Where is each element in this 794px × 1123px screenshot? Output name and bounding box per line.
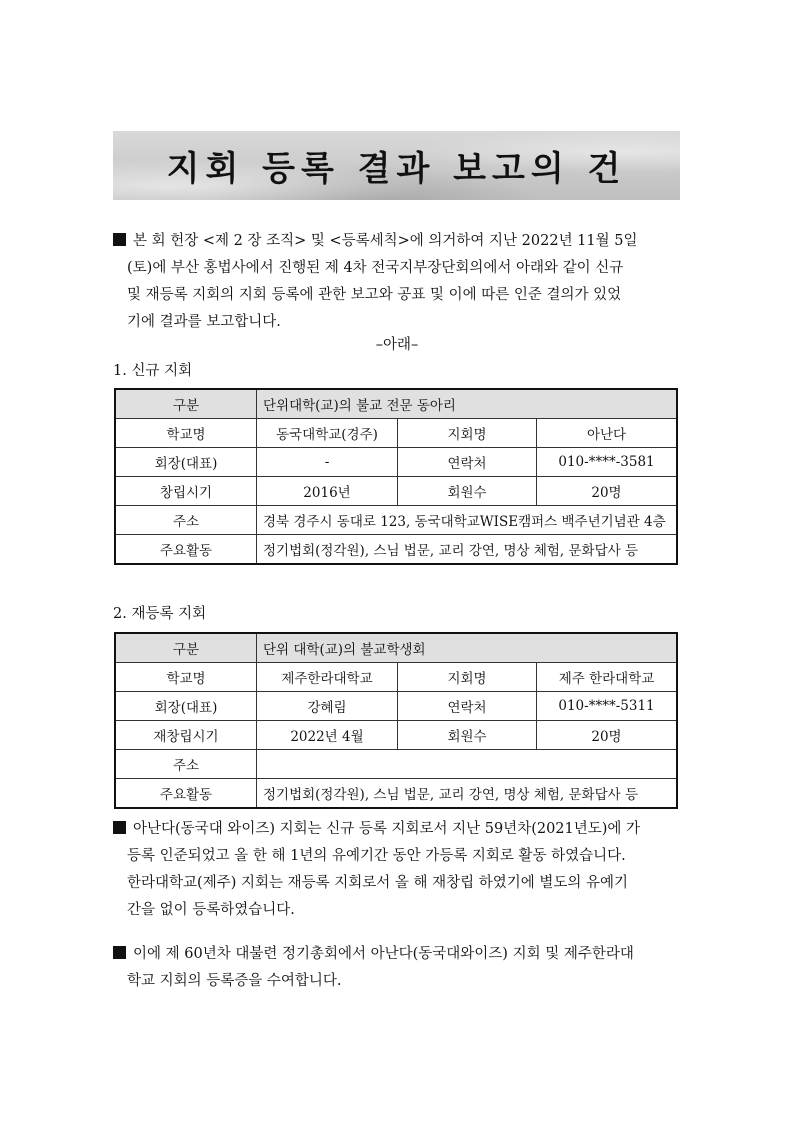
note2-line: 이에 제 60년차 대불련 정기총회에서 아난다(동국대와이즈) 지회 및 제주한라대 bbox=[113, 941, 681, 968]
founded-label: 재창립시기 bbox=[115, 721, 257, 750]
members-value: 20명 bbox=[537, 721, 678, 750]
new-branch-table bbox=[114, 388, 678, 565]
branch-value: 제주 한라대학교 bbox=[537, 663, 678, 692]
section1-title: 1. 신규 지회 bbox=[113, 363, 193, 379]
table-row bbox=[115, 389, 677, 419]
contact-value: 010-****-3581 bbox=[537, 448, 678, 477]
branch-label: 지회명 bbox=[398, 663, 537, 692]
note1-line: 간을 없이 등록하였습니다. bbox=[127, 902, 295, 918]
table-row bbox=[115, 750, 677, 779]
table-row bbox=[115, 692, 677, 721]
contact-label: 연락처 bbox=[398, 692, 537, 721]
intro-line: 기에 결과를 보고합니다. bbox=[127, 314, 281, 330]
header-label: 구분 bbox=[115, 633, 257, 663]
members-label: 회원수 bbox=[398, 721, 537, 750]
address-value bbox=[257, 750, 678, 779]
activity-label: 주요활동 bbox=[115, 779, 257, 809]
contact-label: 연락처 bbox=[398, 448, 537, 477]
table-row bbox=[115, 779, 677, 809]
activity-value: 정기법회(정각원), 스님 법문, 교리 강연, 명상 체험, 문화답사 등 bbox=[257, 779, 678, 809]
header-value: 단위대학(교)의 불교 전문 동아리 bbox=[257, 389, 678, 419]
branch-label: 지회명 bbox=[398, 419, 537, 448]
title-banner bbox=[113, 131, 680, 200]
table-row bbox=[115, 633, 677, 663]
members-value: 20명 bbox=[537, 477, 678, 506]
note2-line: 학교 지회의 등록증을 수여합니다. bbox=[127, 973, 342, 989]
note2-paragraph bbox=[113, 941, 681, 995]
table-row bbox=[115, 448, 677, 477]
note1-line: 등록 인준되었고 올 한 해 1년의 유예기간 동안 가등록 지회로 활동 하였습니다. bbox=[127, 848, 626, 864]
founded-value: 2022년 4월 bbox=[257, 721, 398, 750]
leader-label: 회장(대표) bbox=[115, 448, 257, 477]
branch-value: 아난다 bbox=[537, 419, 678, 448]
note1-line: 한라대학교(제주) 지회는 재등록 지회로서 올 해 재창립 하였기에 별도의 유예기 bbox=[127, 875, 629, 891]
note1-line: 아난다(동국대 와이즈) 지회는 신규 등록 지회로서 지난 59년차(2021년도)에 가 bbox=[113, 816, 681, 843]
activity-value: 정기법회(정각원), 스님 법문, 교리 강연, 명상 체험, 문화답사 등 bbox=[257, 535, 678, 565]
header-value: 단위 대학(교)의 불교학생회 bbox=[257, 633, 678, 663]
square-bullet-icon bbox=[113, 233, 126, 246]
square-bullet-icon bbox=[113, 821, 126, 834]
founded-value: 2016년 bbox=[257, 477, 398, 506]
leader-value: 강혜림 bbox=[257, 692, 398, 721]
address-value: 경북 경주시 동대로 123, 동국대학교WISE캠퍼스 백주년기념관 4층 bbox=[257, 506, 678, 535]
members-label: 회원수 bbox=[398, 477, 537, 506]
table-row bbox=[115, 419, 677, 448]
header-label: 구분 bbox=[115, 389, 257, 419]
square-bullet-icon bbox=[113, 946, 126, 959]
table-row bbox=[115, 477, 677, 506]
address-label: 주소 bbox=[115, 506, 257, 535]
intro-line: (토)에 부산 홍법사에서 진행된 제 4차 전국지부장단회의에서 아래와 같이 신규 bbox=[127, 260, 624, 276]
table-row bbox=[115, 506, 677, 535]
leader-value: - bbox=[257, 448, 398, 477]
page-title: 지회 등록 결과 보고의 건 bbox=[166, 149, 627, 189]
school-value: 동국대학교(경주) bbox=[257, 419, 398, 448]
reregistered-branch-table bbox=[114, 632, 678, 809]
activity-label: 주요활동 bbox=[115, 535, 257, 565]
school-value: 제주한라대학교 bbox=[257, 663, 398, 692]
intro-paragraph bbox=[113, 228, 681, 336]
school-label: 학교명 bbox=[115, 419, 257, 448]
table-row bbox=[115, 535, 677, 565]
section2-title: 2. 재등록 지회 bbox=[113, 606, 207, 622]
table-row bbox=[115, 721, 677, 750]
contact-value: 010-****-5311 bbox=[537, 692, 678, 721]
below-label: –아래– bbox=[375, 337, 419, 353]
note1-paragraph bbox=[113, 816, 681, 924]
founded-label: 창립시기 bbox=[115, 477, 257, 506]
school-label: 학교명 bbox=[115, 663, 257, 692]
intro-line: 본 회 헌장 <제 2 장 조직> 및 <등록세칙>에 의거하여 지난 2022년 11월 5일 bbox=[113, 228, 681, 255]
leader-label: 회장(대표) bbox=[115, 692, 257, 721]
table-row bbox=[115, 663, 677, 692]
address-label: 주소 bbox=[115, 750, 257, 779]
intro-line: 및 재등록 지회의 지회 등록에 관한 보고와 공표 및 이에 따른 인준 결의가 있었 bbox=[127, 287, 622, 303]
